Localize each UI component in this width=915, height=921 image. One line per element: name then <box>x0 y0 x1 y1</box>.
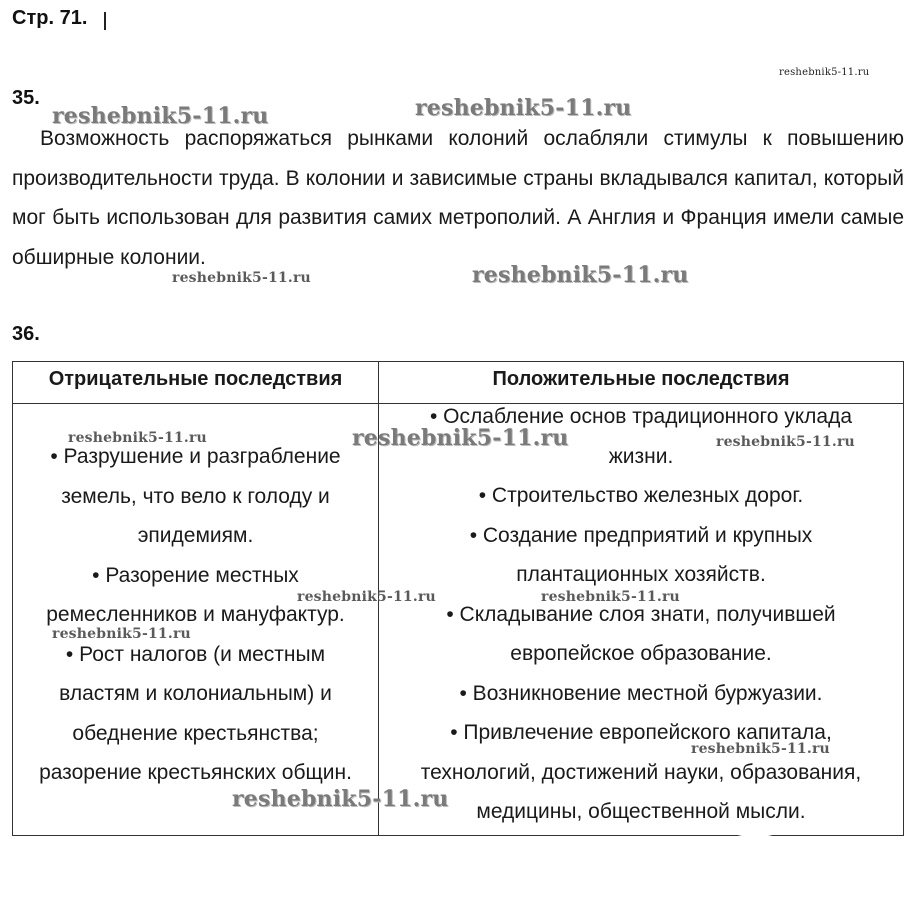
ink-blot <box>733 834 777 844</box>
header-negative: Отрицательные последствия <box>48 368 343 390</box>
positive-line: медицины, общественной мысли. <box>476 800 806 823</box>
positive-line: • Складывание слоя знати, получившей <box>446 602 836 626</box>
negative-line: эпидемиям. <box>137 524 254 547</box>
negative-line: обеднение крестьянства; <box>72 721 319 745</box>
header-positive: Положительные последствия <box>492 368 790 390</box>
watermark: reshebnik5-11.ru <box>415 95 632 121</box>
watermark: reshebnik5-11.ru <box>716 434 855 450</box>
positive-line: • Ослабление основ традиционного уклада <box>429 405 853 428</box>
watermark: reshebnik5-11.ru <box>472 262 689 288</box>
watermark: reshebnik5-11.ru <box>52 103 269 129</box>
positive-line: • Возникновение местной буржуазии. <box>459 681 823 705</box>
task-35-number: 35. <box>12 87 40 109</box>
watermark: reshebnik5-11.ru <box>68 430 207 446</box>
watermark: reshebnik5-11.ru <box>172 270 311 286</box>
negative-line: • Разорение местных <box>92 563 299 587</box>
positive-line: • Создание предприятий и крупных <box>469 523 813 547</box>
positive-consequences-cell <box>379 397 903 832</box>
negative-consequences-cell <box>13 437 378 793</box>
positive-line: европейское образование. <box>510 642 772 665</box>
task-36-number: 36. <box>12 323 40 345</box>
task-35-text: Возможность распоряжаться рынками колоний ослабляли стимулы к повышению производительности труда. В колонии и зависимые страны вкладывался капитал, который мог быть использован для развития самих метрополий. А Англия и Франция имели самые обширные колонии. <box>12 127 904 269</box>
positive-line: технологий, достижений науки, образования, <box>420 760 862 784</box>
positive-line: • Привлечение европейского капитала, <box>450 721 832 744</box>
negative-line: • Разрушение и разграбление <box>50 445 341 468</box>
text-cursor <box>104 12 106 30</box>
watermark: reshebnik5-11.ru <box>297 589 436 605</box>
negative-line: • Рост налогов (и местным <box>65 642 326 666</box>
positive-line: жизни. <box>608 444 674 468</box>
negative-line: ремесленников и мануфактур. <box>46 603 345 626</box>
positive-line: плантационных хозяйств. <box>516 563 766 586</box>
watermark: reshebnik5-11.ru <box>52 626 191 642</box>
watermark: reshebnik5-11.ru <box>541 589 680 605</box>
watermark: reshebnik5-11.ru <box>232 786 449 812</box>
positive-line: • Строительство железных дорог. <box>478 484 804 507</box>
page-title: Стр. 71. <box>12 7 88 29</box>
negative-line: властям и колониальным) и <box>59 682 332 705</box>
negative-line: земель, что вело к голоду и <box>61 484 330 508</box>
watermark: reshebnik5-11.ru <box>779 67 870 78</box>
watermark: reshebnik5-11.ru <box>352 425 569 451</box>
watermark: reshebnik5-11.ru <box>691 741 830 757</box>
negative-line: разорение крестьянских общин. <box>39 761 352 784</box>
